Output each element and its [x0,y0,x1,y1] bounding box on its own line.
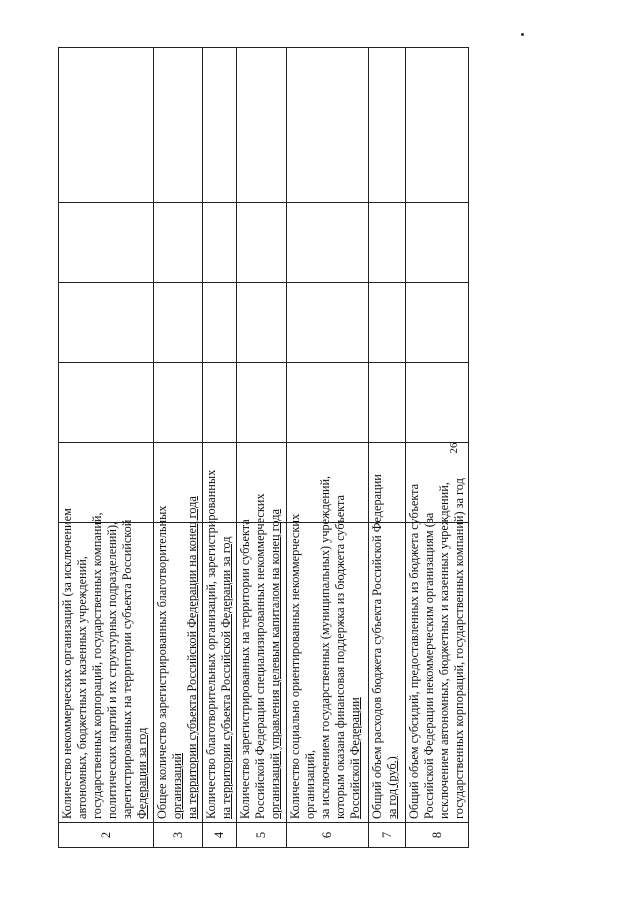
value-cell [59,203,154,283]
value-cell [287,203,369,283]
value-cell [237,283,287,363]
value-cell [237,203,287,283]
value-cell [369,283,406,363]
value-cell [406,283,469,363]
value-cell [59,283,154,363]
indicator-cell [203,469,237,823]
indicator-line: политических партий и их структурных подразделений), [105,521,119,819]
value-cell [369,203,406,283]
value-cell [154,283,203,363]
value-cell [406,48,469,203]
value-cell [59,363,154,443]
indicator-line: Количество некоммерческих организаций (за исключением [60,508,74,819]
value-cell [203,283,237,363]
value-cell [287,48,369,203]
value-cell [154,363,203,443]
indicator-line: Федерации за год [135,727,149,819]
row-number: 7 [369,823,406,848]
row-number: 5 [237,823,287,848]
table-row [287,48,369,848]
indicator-line: Российской Федерации [348,697,362,819]
indicator-line: автономных, бюджетных и казенных учреждений, [75,556,89,819]
value-cell [154,203,203,283]
indicator-line: государственных корпораций, государственных компаний, [90,512,104,819]
indicator-cell [287,475,369,823]
indicator-line: Общее количество зарегистрированных благотворительных [155,505,169,819]
indicator-line: организаций, [303,749,317,819]
row-number: 2 [59,823,154,848]
row-number: 6 [287,823,369,848]
indicator-line: Количество зарегистрированных на территории субъекта [238,519,252,819]
table-row [237,48,287,848]
scan-artifact-dot [521,33,524,36]
value-cell [154,48,203,203]
indicator-line: которым оказана финансовая поддержка из бюджета субъекта [333,495,347,819]
table-row [406,48,469,848]
table-row [203,48,237,848]
indicator-line: Общий объем субсидий, предоставленных из бюджета субъекта [407,483,421,819]
rotated-page [58,48,474,848]
indicator-line: за исключением государственных (муниципальных) учреждений, [318,475,332,819]
indicator-line: Российской Федерации некоммерческим организациям (за [422,512,436,819]
indicator-table [58,47,469,848]
indicator-cell [154,496,203,823]
indicator-line: Общий объем расходов бюджета субъекта Российской Федерации [370,474,384,819]
value-cell [406,203,469,283]
value-cell [203,48,237,203]
indicator-line: на территории субъекта Российской Федерации за год [219,536,233,819]
indicator-cell [406,478,469,823]
indicator-line: организаций [170,752,184,819]
value-cell [237,48,287,203]
value-cell [203,203,237,283]
row-number: 3 [154,823,203,848]
value-cell [406,363,469,443]
table-row [369,48,406,848]
table-row [154,48,203,848]
indicator-cell [237,493,287,823]
value-cell [59,48,154,203]
indicator-line: организаций управления целевым капиталом на конец года [268,509,282,819]
page-number: 26 [448,442,460,454]
indicator-line: Российской Федерации специализированных некоммерческих [253,493,267,819]
indicator-line: Количество благотворительных организаций, зарегистрированных [204,469,218,819]
indicator-line: за год (руб.) [385,756,399,819]
indicator-cell [369,474,406,823]
indicator-line: исключением автономных, бюджетных и казенных учреждений, [437,482,451,819]
indicator-line: на территории субъекта Российской Федерации на конец года [185,496,199,819]
indicator-cell [59,508,154,823]
table-row [59,48,154,848]
row-number: 8 [406,823,469,848]
value-cell [369,48,406,203]
indicator-line: Количество социально ориентированных некоммерческих [288,513,302,819]
row-number: 4 [203,823,237,848]
value-cell [237,363,287,443]
value-cell [203,363,237,443]
value-cell [287,363,369,443]
value-cell [369,363,406,443]
indicator-line: зарегистрированных на территории субъекта Российской [120,519,134,819]
value-cell [287,283,369,363]
indicator-line: государственных корпораций, государственных компаний) за год [452,478,466,819]
